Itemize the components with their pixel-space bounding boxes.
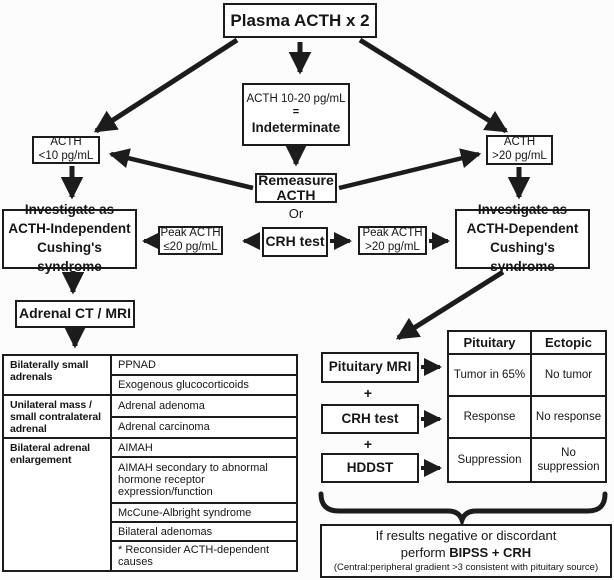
inv-ind-line1: Investigate as <box>24 202 115 218</box>
indeterminate-equals: = <box>292 106 300 119</box>
footer-line3: (Central:peripheral gradient >3 consistent with pituitary source) <box>333 561 599 573</box>
table-row <box>3 438 297 457</box>
acth-high-line2: >20 pg/mL <box>492 150 547 162</box>
arrow-dependent-to-pituitary-workup <box>398 272 503 338</box>
footer-line2 <box>322 545 610 562</box>
acth-low-line1: ACTH <box>50 136 82 149</box>
node-investigate-independent <box>2 202 137 274</box>
cell-no-response: No response <box>531 396 606 438</box>
cause-mccune-albright: McCune-Albright syndrome <box>111 503 297 522</box>
cell-no-suppression: No suppression <box>531 438 606 482</box>
header-ectopic: Ectopic <box>531 331 606 354</box>
table-row <box>448 438 606 482</box>
node-remeasure-acth <box>255 173 337 203</box>
arrow-plasma-to-acth-high <box>360 40 506 131</box>
adrenal-group-bilaterally-small: Bilaterally small adrenals <box>3 355 111 395</box>
crh-test-label: CRH test <box>265 233 325 250</box>
peak-low-line1: Peak ACTH <box>160 226 221 239</box>
cell-no-tumor: No tumor <box>531 354 606 396</box>
indeterminate-range: ACTH 10-20 pg/mL <box>246 93 346 105</box>
plus-sign-2: + <box>363 436 373 452</box>
table-row <box>3 395 297 417</box>
cell-suppression: Suppression <box>448 438 531 482</box>
table-row <box>3 355 297 375</box>
cause-aimah: AIMAH <box>111 438 297 457</box>
node-hddst <box>321 453 419 483</box>
pituitary-ectopic-table <box>447 330 607 483</box>
cause-ppnad: PPNAD <box>111 355 297 375</box>
inv-dep-line3: Cushing's syndrome <box>490 240 555 274</box>
node-adrenal-ct-mri <box>15 300 135 328</box>
arrow-remeasure-to-acth-high <box>339 154 479 188</box>
pituitary-mri-label: Pituitary MRI <box>328 359 412 375</box>
table-row <box>448 354 606 396</box>
node-bipss-footer <box>320 524 612 578</box>
table-row <box>448 396 606 438</box>
arrow-plasma-to-acth-low <box>96 40 237 131</box>
cause-bilateral-adenomas: Bilateral adenomas <box>111 522 297 541</box>
acth-low-line2: <10 pg/mL <box>38 150 94 162</box>
cause-aimah-secondary: AIMAH secondary to abnormal hormone receptor expression/function <box>111 457 297 503</box>
cause-adenoma: Adrenal adenoma <box>111 395 297 417</box>
adrenal-group-unilateral-mass: Unilateral mass / small contralateral adrenal <box>3 395 111 438</box>
node-crh-test <box>262 227 328 257</box>
cell-tumor-65: Tumor in 65% <box>448 354 531 396</box>
or-label: Or <box>288 206 304 221</box>
footer-perform: perform <box>400 544 450 560</box>
remeasure-line2: ACTH <box>276 187 316 203</box>
node-plasma-acth-label: Plasma ACTH x 2 <box>230 10 370 30</box>
crh-test-2-label: CRH test <box>341 410 399 426</box>
cause-carcinoma: Adrenal carcinoma <box>111 417 297 439</box>
adrenal-group-bilateral-enlargement: Bilateral adrenal enlargement <box>3 438 111 571</box>
inv-ind-line3: Cushing's syndrome <box>37 240 102 274</box>
node-investigate-dependent <box>455 202 590 274</box>
remeasure-line1: Remeasure <box>258 171 334 188</box>
node-crh-test-2 <box>321 404 419 434</box>
node-acth-low <box>32 136 100 164</box>
node-plasma-acth <box>223 3 377 38</box>
hddst-label: HDDST <box>346 459 394 475</box>
cause-reconsider: * Reconsider ACTH-dependent causes <box>111 541 297 571</box>
inv-ind-line2: ACTH-Independent <box>8 221 131 237</box>
adrenal-ct-mri-label: Adrenal CT / MRI <box>18 305 131 322</box>
adrenal-causes-table <box>2 354 298 572</box>
acth-high-line1: ACTH <box>503 136 536 149</box>
table-header-row <box>448 331 606 354</box>
peak-high-line1: Peak ACTH <box>362 226 423 239</box>
underbrace <box>321 494 605 520</box>
cell-response: Response <box>448 396 531 438</box>
inv-dep-line1: Investigate as <box>477 202 568 218</box>
arrow-remeasure-to-acth-low <box>111 154 253 188</box>
footer-line1: If results negative or discordant <box>375 527 557 543</box>
peak-low-line2: ≤20 pg/mL <box>163 240 218 253</box>
inv-dep-line2: ACTH-Dependent <box>466 221 579 237</box>
indeterminate-label: Indeterminate <box>251 120 341 136</box>
peak-high-line2: >20 pg/mL <box>365 240 420 253</box>
cause-exogenous: Exogenous glucocorticoids <box>111 375 297 395</box>
footer-bipss-crh: BIPSS + CRH <box>449 544 532 560</box>
plus-sign-1: + <box>363 385 373 401</box>
node-peak-acth-high <box>358 226 427 255</box>
node-indeterminate <box>242 83 350 146</box>
node-peak-acth-low <box>158 226 223 255</box>
node-acth-high <box>486 135 553 165</box>
node-pituitary-mri <box>321 352 419 383</box>
header-pituitary: Pituitary <box>448 331 531 354</box>
